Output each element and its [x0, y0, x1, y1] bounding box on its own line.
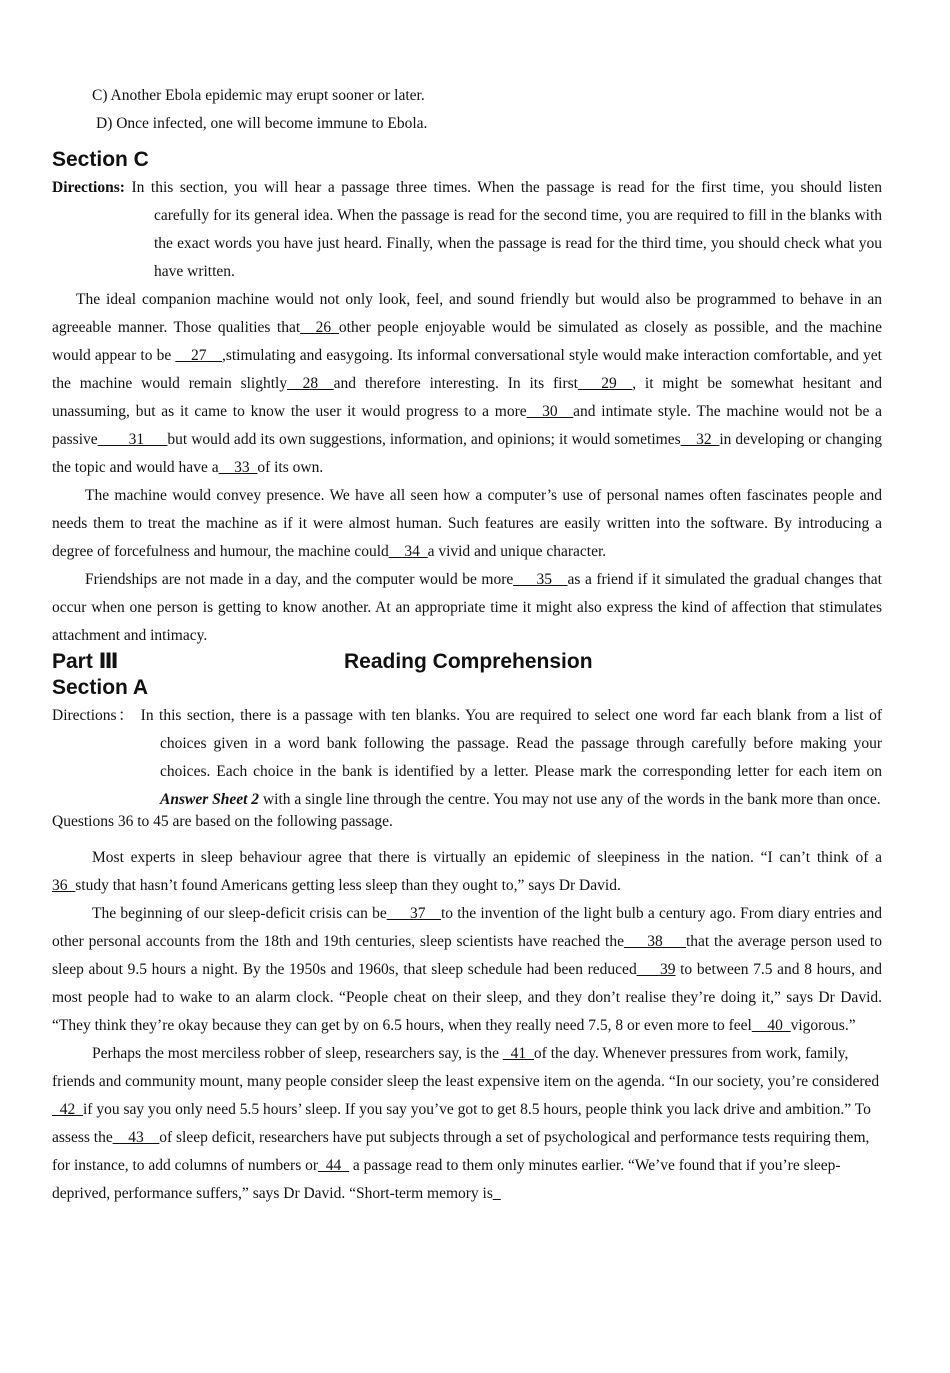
part-label: Part Ⅲ [52, 650, 119, 673]
blank-43: __43__ [112, 1129, 160, 1146]
questions-intro: Questions 36 to 45 are based on the following passage. [52, 813, 393, 830]
document-page [52, 82, 882, 1208]
blank-27: __27__ [175, 347, 222, 364]
blank-26: __26_ [300, 319, 339, 336]
blank-40: __40_ [751, 1017, 791, 1034]
option-d: D) Once infected, one will become immune to Ebola. [96, 115, 428, 132]
blank-31: ____31___ [97, 431, 168, 448]
blank-44: _44_ [318, 1157, 350, 1174]
section-c-directions [52, 174, 882, 286]
section-c-title: Section C [52, 148, 149, 171]
section-a-paragraph-2: The beginning of our sleep-deficit crisis can be___37__to the invention of the light bulb a century ago. From diary entries and other personal accounts from the 18th and 19th centuries, sleep scientists have reached the___38___that the average person used to sleep about 9.5 hours a night. By the 1950s and 1960s, that sleep schedule had been reduced___39 to between 7.5 and 8 hours, and most people had to wake to an alarm clock. “People cheat on their sleep, and they don’t realise they’re doing it,” says Dr David. “They think they’re okay because they can get by on 6.5 hours, when they really need 7.5, 8 or even more to feel__40_vigorous.” [52, 905, 882, 1034]
directions-label: Directions： [52, 707, 136, 724]
option-c: C) Another Ebola epidemic may erupt sooner or later. [92, 87, 425, 104]
section-c-paragraph-1: The ideal companion machine would not only look, feel, and sound friendly but would also be programmed to behave in an agreeable manner. Those qualities that__26_other people enjoyable would be simulated as closely as possible, and the machine would appear to be __27__,stimulating and easygoing. Its informal conversational style would make interaction comfortable, and yet the machine would remain slightly__28__and therefore interesting. In its first___29__, it might be somewhat hesitant and unassuming, but as it came to know the user it would progress to a more__30__and intimate style. The machine would not be a passive____31___but would add its own suggestions, information, and opinions; it would sometimes__32_in developing or changing the topic and would have a__33_of its own. [52, 291, 882, 476]
answer-sheet-emphasis: Answer Sheet 2 [160, 791, 260, 808]
directions-label: Directions: [52, 179, 125, 196]
section-a-paragraph-1: Most experts in sleep behaviour agree that there is virtually an epidemic of sleepiness in the nation. “I can’t think of a 36_study that hasn’t found Americans getting less sleep than they ought to,” says Dr David. [52, 849, 882, 894]
blank-35: ___35__ [513, 571, 568, 588]
blank-29: ___29__ [577, 375, 633, 392]
part-3-heading [52, 648, 882, 676]
blank-39: ___39 [636, 961, 676, 978]
blank-41: _41_ [502, 1045, 534, 1062]
blank-45-start: _ [492, 1185, 501, 1202]
blank-36: 36_ [52, 877, 76, 894]
section-c-paragraph-3: Friendships are not made in a day, and the computer would be more___35__as a friend if it simulated the gradual changes that occur when one person is getting to know another. At an appropriate time it might also express the kind of affection that stimulates attachment and intimacy. [52, 571, 882, 644]
blank-37: ___37__ [386, 905, 441, 922]
part-title: Reading Comprehension [344, 650, 593, 673]
blank-33: __33_ [218, 459, 258, 476]
directions-text: In this section, you will hear a passage three times. When the passage is read for the first time, you should listen carefully for its general idea. When the passage is read for the second time, you are required to fill in the blanks with the exact words you have just heard. Finally, when the passage is read for the third time, you should check what you have written. [124, 179, 882, 280]
blank-42: _42_ [52, 1101, 83, 1118]
section-a-paragraph-3: Perhaps the most merciless robber of sleep, researchers say, is the _41_of the day. Whenever pressures from work, family, friends and community mount, many people consider sleep the least expensive item on the agenda. “In our society, you’re considered _42_if you say you only need 5.5 hours’ sleep. If you say you’ve got to get 8.5 hours, people think you lack drive and ambition.” To assess the__43__of sleep deficit, researchers have put subjects through a set of psychological and performance tests requiring them, for instance, to add columns of numbers or_44_ a passage read to them only minutes earlier. “We’ve found that if you’re sleep-deprived, performance suffers,” says Dr David. “Short-term memory is_ [52, 1045, 880, 1202]
section-c-paragraph-2: The machine would convey presence. We have all seen how a computer’s use of personal names often fascinates people and needs them to treat the machine as if it were almost human. Such features are easily written into the software. By introducing a degree of forcefulness and humour, the machine could__34_a vivid and unique character. [52, 487, 882, 560]
section-a-title: Section A [52, 676, 149, 699]
blank-38: ___38___ [624, 933, 686, 950]
blank-32: __32_ [680, 431, 720, 448]
section-a-directions: Directions： In this section, there is a passage with ten blanks. You are required to select one word far each blank from a list of choices given in a word bank following the passage. Read the passage through carefully before making your choices. Each choice in the bank is identified by a letter. Please mark the corresponding letter for each item on Answer Sheet 2 with a single line through the centre. You may not use any of the words in the bank more than once. [52, 707, 883, 808]
blank-34: __34_ [388, 543, 428, 560]
blank-28: __28__ [287, 375, 334, 392]
blank-30: __30__ [526, 403, 574, 420]
